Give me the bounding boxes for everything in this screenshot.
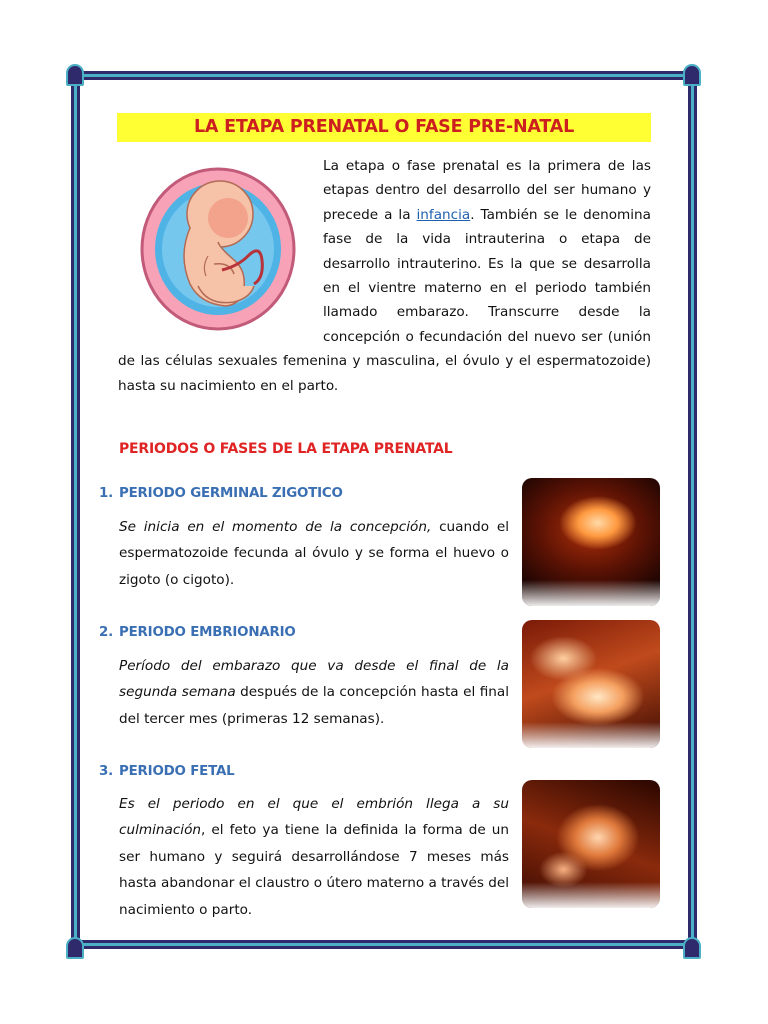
intro-text-start: La etapa o fase prenatal es la primera de las etapas dentro del desarrollo del ser humano y precede a la — [323, 158, 651, 223]
period-heading-germinal — [99, 486, 343, 501]
period-emphasis: Es el periodo en el que el embrión llega a su culminación — [119, 796, 509, 839]
section-title: PERIODOS O FASES DE LA ETAPA PRENATAL — [119, 441, 453, 457]
fetal-stage-photo — [522, 780, 660, 908]
page-border-left — [71, 78, 80, 944]
border-corner-ornament — [66, 64, 84, 86]
border-corner-ornament — [683, 64, 701, 86]
period-description-germinal — [119, 514, 509, 593]
infancia-link[interactable]: infancia — [416, 206, 471, 223]
page-border-top — [80, 71, 688, 80]
page-border-right — [688, 78, 697, 944]
page-title: LA ETAPA PRENATAL O FASE PRE-NATAL — [193, 117, 575, 137]
period-title: PERIODO GERMINAL ZIGOTICO — [119, 486, 343, 501]
period-emphasis: Se inicia en el momento de la concepción, — [119, 519, 432, 535]
period-heading-fetal — [99, 764, 234, 779]
border-corner-ornament — [683, 937, 701, 959]
period-heading-embryonic — [99, 625, 296, 640]
period-number: 3. — [99, 764, 114, 779]
period-body: cuando el espermatozoide fecunda al óvulo y se forma el huevo o zigoto (o cigoto). — [119, 519, 509, 588]
page-border-bottom — [80, 940, 688, 949]
period-body: , el feto ya tiene la definida la forma de un ser humano y seguirá desarrollándose 7 meses más hasta abandonar el claustro o útero materno a través del nacimiento o parto. — [119, 822, 509, 918]
title-banner — [117, 113, 651, 142]
period-description-embryonic — [119, 653, 509, 732]
period-number: 2. — [99, 625, 114, 640]
period-body: después de la concepción hasta el final del tercer mes (primeras 12 semanas). — [119, 684, 509, 727]
period-title: PERIODO EMBRIONARIO — [119, 625, 296, 640]
period-title: PERIODO FETAL — [119, 764, 235, 779]
embryonic-stage-photo — [522, 620, 660, 748]
period-emphasis: Período del embarazo que va desde el final de la segunda semana — [119, 658, 509, 701]
germinal-stage-photo — [522, 478, 660, 606]
period-number: 1. — [99, 486, 114, 501]
intro-text-end: . También se le denomina fase de la vida intrauterina o etapa de desarrollo intrauterino. Es la que se desarrolla en el vientre materno en el periodo también llamado embarazo. Transcurre desde la concepción o fecundación del nuevo ser (unión de las células sexuales femenina y masculina, el óvulo y el espermatozoide) hasta su nacimiento en el parto. — [118, 206, 651, 394]
border-corner-ornament — [66, 937, 84, 959]
fetus-in-womb-illustration — [138, 166, 298, 332]
period-description-fetal — [119, 791, 509, 923]
